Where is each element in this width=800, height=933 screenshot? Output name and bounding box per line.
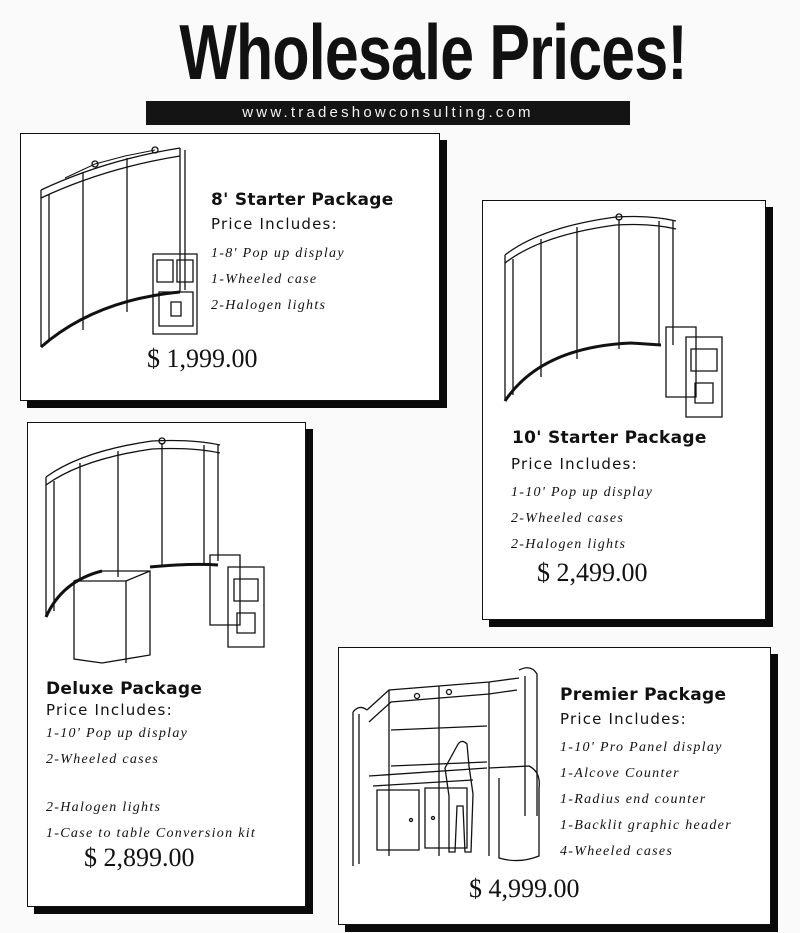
premier-display-illustration xyxy=(349,656,549,881)
list-item: 2-Halogen lights xyxy=(46,800,162,815)
website-url: www.tradeshowconsulting.com xyxy=(146,101,630,125)
list-item: 1-10' Pro Panel display xyxy=(560,740,723,755)
package-items-list xyxy=(211,241,345,319)
price-includes-label: Price Includes: xyxy=(211,215,338,233)
deluxe-display-illustration xyxy=(42,431,282,661)
list-item: 1-10' Pop up display xyxy=(46,726,189,741)
list-item: 1-Radius end counter xyxy=(560,792,707,807)
list-item: 2-Wheeled cases xyxy=(511,511,625,526)
price-includes-label: Price Includes: xyxy=(511,455,638,473)
list-item: 1-Alcove Counter xyxy=(560,766,680,781)
list-item: 1-Wheeled case xyxy=(211,272,318,287)
package-title: 10' Starter Package xyxy=(512,428,707,448)
package-items-list xyxy=(511,480,653,558)
list-item: 1-Backlit graphic header xyxy=(560,818,732,833)
package-title: 8' Starter Package xyxy=(211,190,394,210)
list-item: 1-8' Pop up display xyxy=(211,246,345,261)
price-includes-label: Price Includes: xyxy=(560,710,687,728)
popup-display-8ft-illustration xyxy=(35,142,235,357)
list-item: 2-Wheeled cases xyxy=(46,752,160,767)
package-title: Deluxe Package xyxy=(46,679,203,699)
package-card-deluxe xyxy=(27,422,306,907)
price-includes-label: Price Includes: xyxy=(46,701,173,719)
package-price: $ 4,999.00 xyxy=(469,874,580,903)
list-item: 1-10' Pop up display xyxy=(511,485,654,500)
list-item: 2-Halogen lights xyxy=(211,298,327,313)
package-card-10ft-starter xyxy=(482,200,766,620)
package-title: Premier Package xyxy=(560,685,727,705)
popup-display-10ft-illustration xyxy=(501,209,731,427)
package-price: $ 2,899.00 xyxy=(84,843,195,872)
package-price: $ 1,999.00 xyxy=(147,344,258,373)
package-card-8ft-starter xyxy=(20,133,440,401)
package-items-list xyxy=(560,735,732,865)
list-item: 4-Wheeled cases xyxy=(560,844,674,859)
list-item: 1-Case to table Conversion kit xyxy=(46,826,257,841)
package-card-premier xyxy=(338,647,771,925)
package-items-list xyxy=(46,721,256,847)
page-title: Wholesale Prices! xyxy=(179,8,687,96)
package-price: $ 2,499.00 xyxy=(537,558,648,587)
list-item: 2-Halogen lights xyxy=(511,537,627,552)
